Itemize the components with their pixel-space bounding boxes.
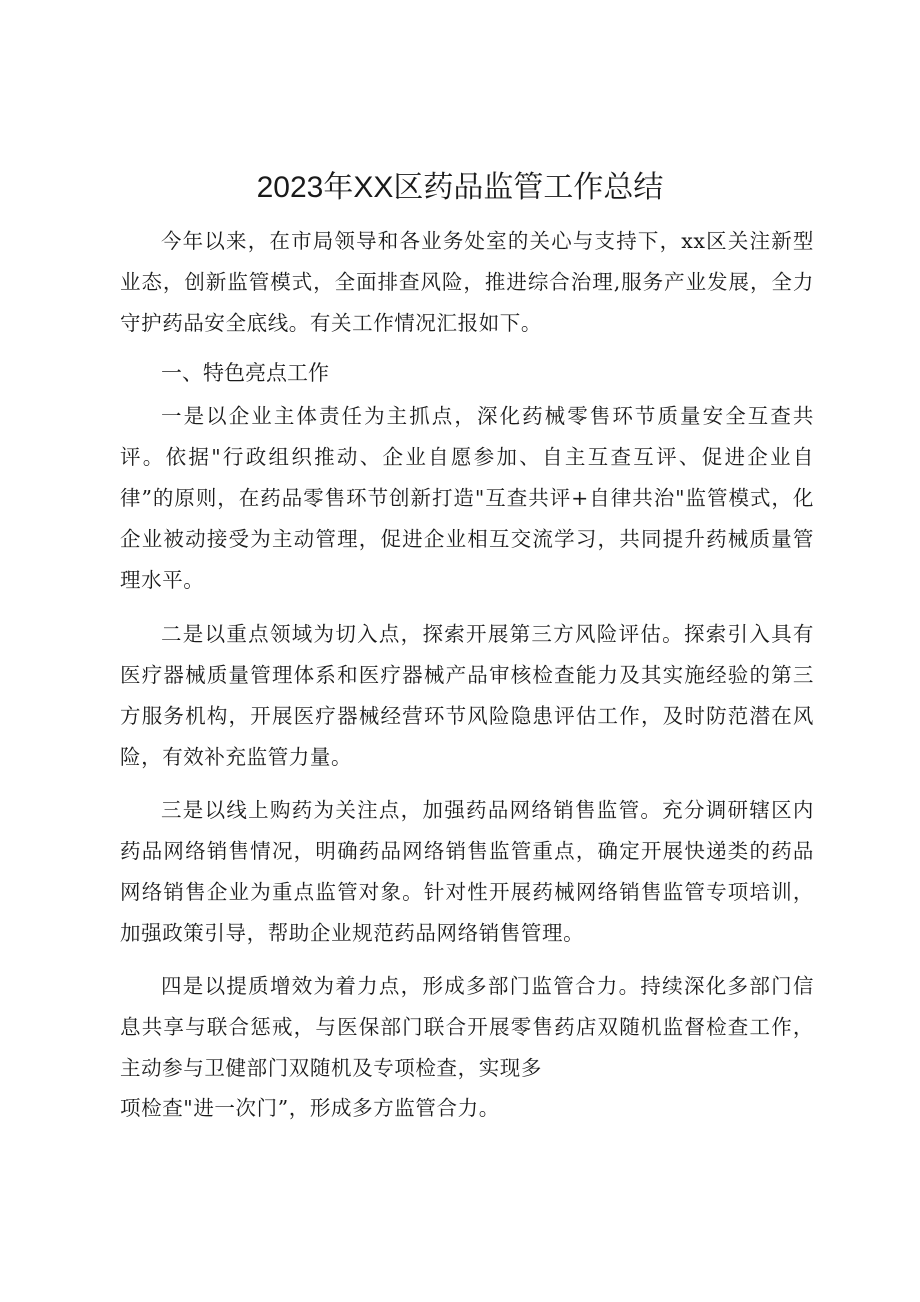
section-heading-1: 一、特色亮点工作 bbox=[161, 361, 329, 385]
document-title: 2023年XX区药品监管工作总结 bbox=[256, 171, 664, 204]
intro-paragraph: 今年以来，在市局领导和各业务处室的关心与支持下，xx区关注新型业态，创新监管模式，全面排查风险，推进综合治理,服务产业发展，全力守护药品安全底线。有关工作情况汇报如下。 bbox=[120, 229, 814, 335]
paragraph-4: 四是以提质增效为着力点，形成多部门监管合力。持续深化多部门信息共享与联合惩戒，与医保部门联合开展零售药店双随机监督检查工作，主动参与卫健部门双随机及专项检查，实现多 bbox=[120, 974, 814, 1080]
paragraph-2: 二是以重点领域为切入点，探索开展第三方风险评估。探索引入具有医疗器械质量管理体系和医疗器械产品审核检查能力及其实施经验的第三方服务机构，开展医疗器械经营环节风险隐患评估工作，及时防范潜在风险，有效补充监管力量。 bbox=[120, 622, 814, 769]
paragraph-1: 一是以企业主体责任为主抓点，深化药械零售环节质量安全互查共评。依据"行政组织推动、企业自愿参加、自主互查互评、促进企业自律”的原则，在药品零售环节创新打造"互查共评+自律共治"监管模式，化企业被动接受为主动管理，促进企业相互交流学习，共同提升药械质量管理水平。 bbox=[120, 404, 814, 592]
paragraph-3: 三是以线上购药为关注点，加强药品网络销售监管。充分调研辖区内药品网络销售情况，明确药品网络销售监管重点，确定开展快递类的药品网络销售企业为重点监管对象。针对性开展药械网络销售监管专项培训，加强政策引导，帮助企业规范药品网络销售管理。 bbox=[120, 798, 814, 945]
paragraph-4-tail: 项检查"进一次门”，形成多方监管合力。 bbox=[120, 1096, 500, 1120]
